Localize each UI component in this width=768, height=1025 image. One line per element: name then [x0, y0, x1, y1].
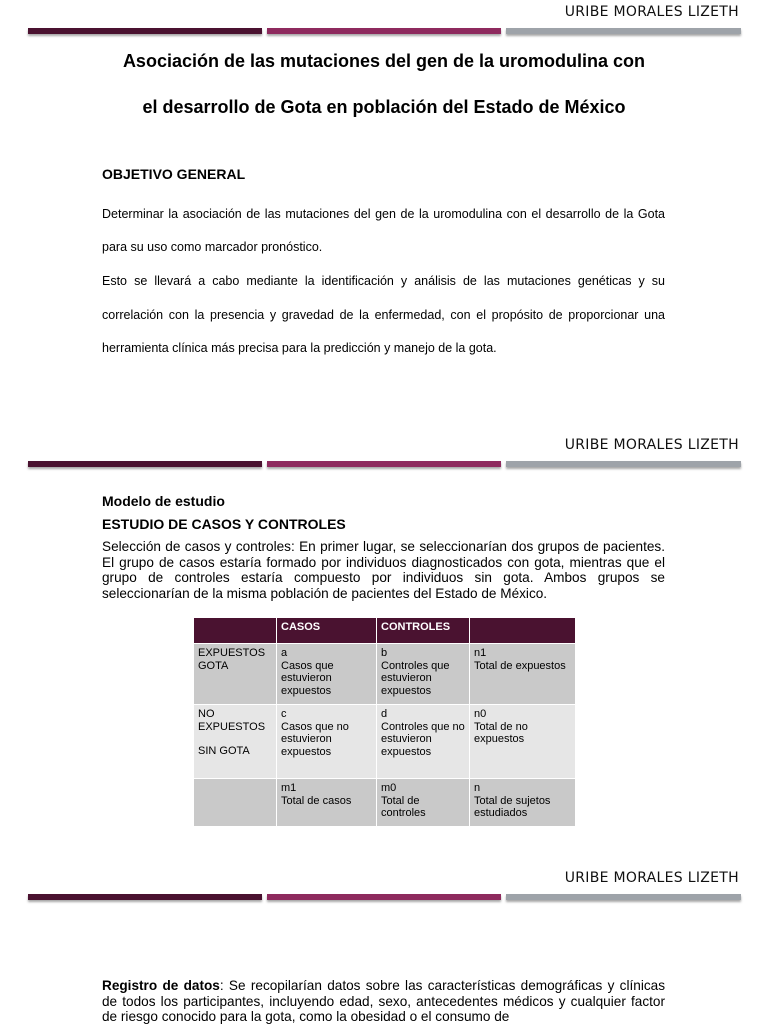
bar-magenta — [267, 28, 501, 34]
table-header-cell — [470, 618, 576, 644]
cell-text: Casos que estuvieron expuestos — [281, 659, 334, 697]
cell-text: Total de no expuestos — [474, 720, 528, 746]
bar-dark — [28, 461, 262, 467]
cell-text: Total de expuestos — [474, 659, 566, 672]
bar-dark — [28, 894, 262, 900]
cell-text: Total de controles — [381, 794, 426, 820]
cell-symbol: n1 — [474, 647, 487, 659]
cell-symbol: n0 — [474, 708, 487, 720]
cell-symbol: d — [381, 708, 388, 720]
cell-symbol: b — [381, 647, 388, 659]
page-title — [90, 38, 678, 130]
bar-magenta — [267, 461, 501, 467]
bar-magenta — [267, 894, 501, 900]
table-header-cell: CONTROLES — [377, 618, 470, 644]
selection-paragraph: Selección de casos y controles: En primer lugar, se seleccionarían dos grupos de pacientes. El grupo de casos estaría formado por individuos diagnosticados con gota, mientras que el grupo de controles estaría compuesto por individuos sin gota. Ambos grupos se seleccionarían de la misma población de pacientes del Estado de México. — [102, 539, 665, 601]
table-cell — [470, 644, 576, 705]
bar-gray — [506, 894, 741, 900]
data-registry-paragraph — [102, 978, 665, 1025]
page-header-2 — [0, 437, 768, 477]
decorative-bars — [28, 894, 741, 902]
decorative-bars — [28, 461, 741, 469]
table-cell — [470, 779, 576, 827]
table-cell — [277, 705, 377, 779]
cell-symbol: a — [281, 647, 288, 659]
page-header-3 — [0, 870, 768, 910]
cell-text: Total de sujetos estudiados — [474, 794, 551, 820]
author-name: URIBE MORALES LIZETH — [564, 870, 739, 886]
row-label-cell — [194, 644, 277, 705]
bar-dark — [28, 28, 262, 34]
table-row — [194, 705, 576, 779]
cell-symbol: m0 — [381, 782, 397, 794]
bar-gray — [506, 28, 741, 34]
table-cell — [377, 705, 470, 779]
cell-symbol: m1 — [281, 782, 297, 794]
decorative-bars — [28, 28, 741, 36]
data-registry-lead: Registro de datos — [102, 978, 220, 993]
cell-text: SIN GOTA — [198, 745, 250, 758]
table-header-row — [194, 618, 576, 644]
cell-symbol: n — [474, 782, 481, 794]
cell-text: NO EXPUESTOS — [198, 708, 266, 733]
author-name: URIBE MORALES LIZETH — [564, 4, 739, 20]
cell-text: GOTA — [198, 659, 229, 672]
cell-symbol: c — [281, 708, 287, 720]
table-cell — [377, 779, 470, 827]
study-type-heading: ESTUDIO DE CASOS Y CONTROLES — [102, 516, 346, 532]
objective-heading: OBJETIVO GENERAL — [102, 166, 246, 182]
title-line-2: el desarrollo de Gota en población del Estado de México — [142, 97, 626, 117]
bar-gray — [506, 461, 741, 467]
cell-text: Total de casos — [281, 794, 352, 807]
contingency-table — [194, 618, 576, 827]
table-cell — [277, 644, 377, 705]
table-header-cell — [194, 618, 277, 644]
author-name: URIBE MORALES LIZETH — [564, 437, 739, 453]
table-cell — [470, 705, 576, 779]
cell-text: Controles que no estuvieron expuestos — [381, 720, 465, 758]
cell-text: EXPUESTOS — [198, 647, 266, 659]
title-line-1: Asociación de las mutaciones del gen de la uromodulina con — [122, 51, 646, 71]
table-cell — [377, 644, 470, 705]
cell-text: Casos que no estuvieron expuestos — [281, 720, 349, 758]
objective-paragraph-2: Esto se llevará a cabo mediante la identificación y análisis de las mutaciones genéticas y su correlación con la presencia y gravedad de la enfermedad, con el propósito de proporcionar una herramienta clínica más precisa para la predicción y manejo de la gota. — [102, 274, 665, 355]
table-row — [194, 779, 576, 827]
row-label-cell — [194, 779, 277, 827]
cell-text: Controles que estuvieron expuestos — [381, 659, 450, 697]
data-registry-text: : Se recopilarían datos sobre las características demográficas y clínicas de todos los participantes, incluyendo edad, sexo, antecedentes médicos y cualquier factor de riesgo conocido para la gota, como la obesidad o el consumo de — [102, 978, 665, 1024]
table-header-cell: CASOS — [277, 618, 377, 644]
table-cell — [277, 779, 377, 827]
cell-spacer — [198, 733, 272, 745]
table-row — [194, 644, 576, 705]
objective-paragraph-1: Determinar la asociación de las mutaciones del gen de la uromodulina con el desarrollo de la Gota para su uso como marcador pronóstico. — [102, 207, 665, 254]
study-model-heading: Modelo de estudio — [102, 493, 225, 509]
row-label-cell — [194, 705, 277, 779]
